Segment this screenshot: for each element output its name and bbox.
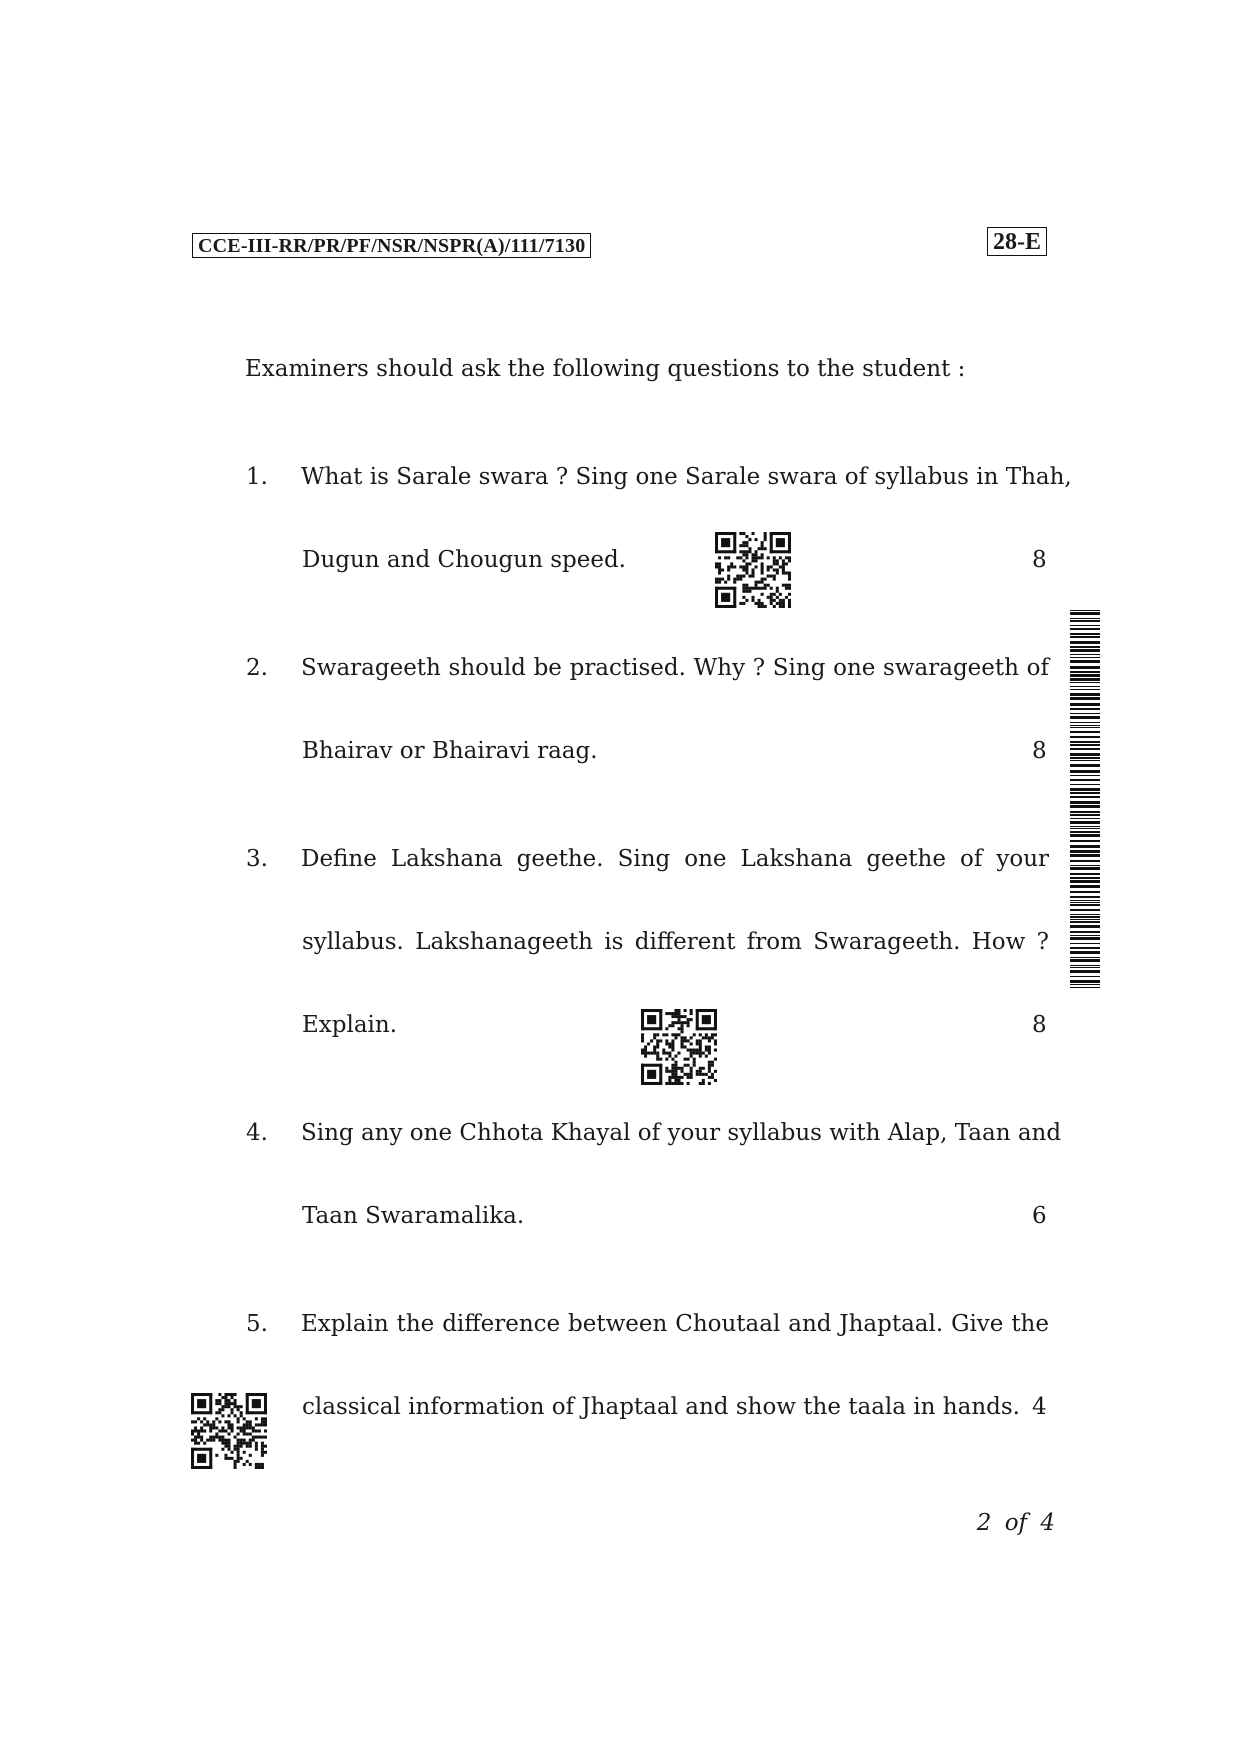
paper-code: CCE-III-RR/PR/PF/NSR/NSPR(A)/111/7130 xyxy=(192,233,591,258)
question-5-number: 5. xyxy=(246,1311,268,1337)
question-3-line-2: syllabus. Lakshanageeth is different from Swarageeth. How ? xyxy=(302,929,1049,955)
question-1-line-2: Dugun and Chougun speed. xyxy=(302,547,626,573)
question-3-line-3: Explain. xyxy=(302,1012,398,1038)
qr-code-icon xyxy=(641,1009,717,1085)
question-2-marks: 8 xyxy=(1032,738,1047,764)
question-4-line-2: Taan Swaramalika. xyxy=(302,1203,525,1229)
question-2-line-1: Swarageeth should be practised. Why ? Sing one swarageeth of xyxy=(301,655,1049,681)
question-2-number: 2. xyxy=(246,655,268,681)
question-5-marks: 4 xyxy=(1032,1394,1047,1420)
question-5-line-2: classical information of Jhaptaal and show the taala in hands. xyxy=(302,1394,1020,1420)
question-5-line-1: Explain the difference between Choutaal and Jhaptaal. Give the xyxy=(301,1311,1049,1337)
question-3-number: 3. xyxy=(246,846,268,872)
question-4-marks: 6 xyxy=(1032,1203,1047,1229)
page-number: 2 of 4 xyxy=(976,1510,1055,1536)
qr-code-icon xyxy=(191,1393,267,1469)
instructions-text: Examiners should ask the following questions to the student : xyxy=(245,356,966,382)
question-2-line-2: Bhairav or Bhairavi raag. xyxy=(302,738,598,764)
question-3-marks: 8 xyxy=(1032,1012,1047,1038)
qr-code-icon xyxy=(715,532,791,608)
question-1-marks: 8 xyxy=(1032,547,1047,573)
paper-number: 28-E xyxy=(987,227,1047,256)
question-3-line-1: Define Lakshana geethe. Sing one Lakshana geethe of your xyxy=(301,846,1049,872)
question-4-line-1: Sing any one Chhota Khayal of your syllabus with Alap, Taan and xyxy=(301,1120,1062,1146)
barcode-icon xyxy=(1070,610,1100,992)
question-1-line-1: What is Sarale swara ? Sing one Sarale swara of syllabus in Thah, xyxy=(301,464,1072,490)
question-4-number: 4. xyxy=(246,1120,268,1146)
question-1-number: 1. xyxy=(246,464,268,490)
